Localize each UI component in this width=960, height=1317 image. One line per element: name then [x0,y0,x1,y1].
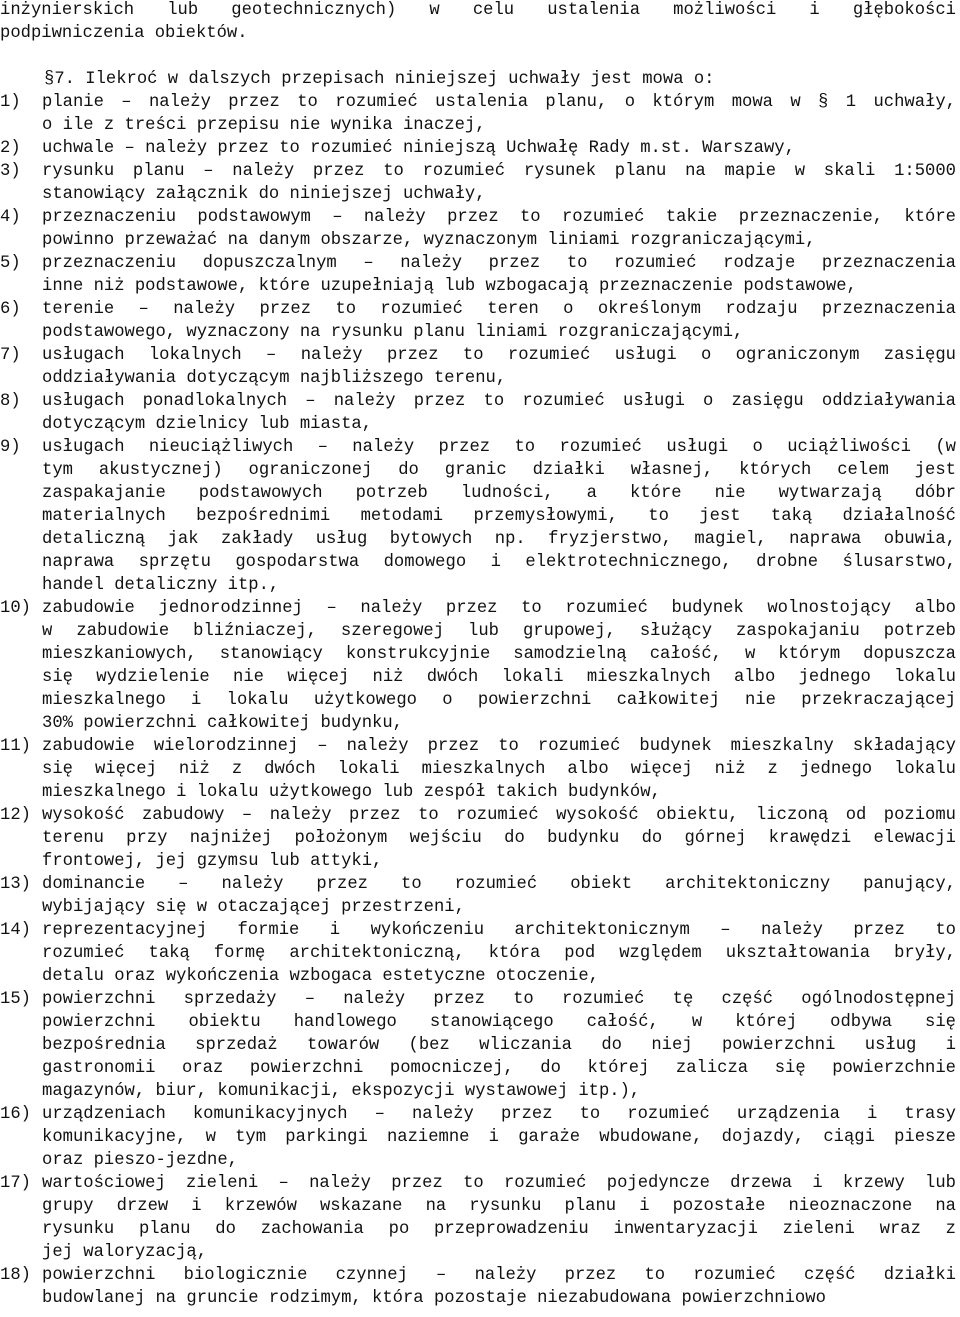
list-item [0,919,956,988]
item-text-line: rysunku planu do zachowania po przeprowadzeniu inwentaryzacji zieleni wraz z [42,1220,956,1239]
item-text-line: wybijający się w otaczającej przestrzeni, [42,898,465,917]
item-number: 1) [0,93,21,112]
item-text-line: podstawowego, wyznaczony na rysunku planu liniami rozgraniczającymi, [42,323,744,342]
item-number: 3) [0,162,21,181]
item-text-line: przeznaczeniu dopuszczalnym – należy przez to rozumieć rodzaje przeznaczenia [42,254,956,273]
list-item [0,160,956,206]
item-number: 11) [0,737,31,756]
section-label: §7. [44,70,75,89]
item-text [42,298,956,344]
item-text-line: rozumieć taką formę architektoniczną, która pod względem ukształtowania bryły, [42,944,956,963]
item-text [42,436,956,597]
item-text-line: w zabudowie bliźniaczej, szeregowej lub grupowej, służący zaspokajaniu potrzeb [42,622,956,641]
list-item [0,597,956,735]
list-item [0,206,956,252]
intro-line: inżynierskich lub geotechnicznych) w celu ustalenia możliwości i głębokości [0,1,956,20]
item-text-line: usługach nieuciążliwych – należy przez to rozumieć usługi o uciążliwości (w [42,438,956,457]
list-item [0,344,956,390]
list-item [0,91,956,137]
list-item [0,735,956,804]
definitions-list [0,91,960,1310]
intro-line: podpiwniczenia obiektów. [0,24,248,43]
item-number: 12) [0,806,31,825]
item-text-line: gastronomii oraz powierzchni pomocniczej, do której zalicza się powierzchnie [42,1059,956,1078]
intro-paragraph [0,0,956,45]
item-text [42,735,956,804]
item-number: 4) [0,208,21,227]
list-item [0,988,956,1103]
item-text-line: handel detaliczny itp., [42,576,280,595]
list-item [0,1172,956,1264]
item-number: 6) [0,300,21,319]
item-number: 5) [0,254,21,273]
item-number: 14) [0,921,31,940]
item-text-line: oraz pieszo-jezdne, [42,1151,238,1170]
item-text-line: stanowiący załącznik do niniejszej uchwały, [42,185,486,204]
item-text-line: przeznaczeniu podstawowym – należy przez to rozumieć takie przeznaczenie, które [42,208,956,227]
item-number: 2) [0,139,21,158]
item-text-line: magazynów, biur, komunikacji, ekspozycji wystawowej itp.), [42,1082,641,1101]
item-text-line: detaliczną jak zakłady usług bytowych np. fryzjerstwo, magiel, naprawa obuwia, [42,530,956,549]
item-text [42,137,956,160]
item-text-line: powierzchni obiektu handlowego stanowiącego całość, w której odbywa się [42,1013,956,1032]
item-text [42,160,956,206]
item-text-line: tym akustycznej) ograniczonej do granic działki własnej, których celem jest [42,461,956,480]
item-number: 16) [0,1105,31,1124]
item-text [42,919,956,988]
item-text-line: się wydzielenie nie więcej niż dwóch lokali mieszkalnych albo jednego lokalu [42,668,956,687]
item-text-line: budowlanej na gruncie rodzimym, która pozostaje niezabudowana powierzchniowo [42,1289,826,1308]
list-item [0,1264,956,1310]
item-text-line: się więcej niż z dwóch lokali mieszkalnych albo więcej niż z jednego lokalu [42,760,956,779]
list-item [0,804,956,873]
item-text-line: zabudowie wielorodzinnej – należy przez to rozumieć budynek mieszkalny składający [42,737,956,756]
item-text-line: zabudowie jednorodzinnej – należy przez to rozumieć budynek wolnostojący albo [42,599,956,618]
section-text: Ilekroć w dalszych przepisach niniejszej uchwały jest mowa o: [85,70,715,89]
item-text-line: komunikacyjne, w tym parkingi naziemne i garaże wbudowane, dojazdy, ciągi piesze [42,1128,956,1147]
item-text-line: uchwale – należy przez to rozumieć niniejszą Uchwałę Rady m.st. Warszawy, [42,139,795,158]
item-text-line: powierzchni sprzedaży – należy przez to rozumieć tę część ogólnodostępnej [42,990,956,1009]
item-text [42,1172,956,1264]
list-item [0,252,956,298]
item-text-line: usługach lokalnych – należy przez to rozumieć usługi o ograniczonym zasięgu [42,346,956,365]
item-text-line: inne niż podstawowe, które uzupełniają lub wzbogacają przeznaczenie podstawowe, [42,277,857,296]
list-item [0,873,956,919]
item-text [42,390,956,436]
item-text-line: o ile z treści przepisu nie wynika inaczej, [42,116,486,135]
list-item [0,298,956,344]
item-text [42,252,956,298]
item-text-line: powierzchni biologicznie czynnej – należy przez to rozumieć część działki [42,1266,956,1285]
list-item [0,436,956,597]
item-text-line: dominancie – należy przez to rozumieć obiekt architektoniczny panujący, [42,875,956,894]
list-item [0,137,956,160]
item-text-line: detalu oraz wykończenia wzbogaca estetyczne otoczenie, [42,967,599,986]
item-text-line: bezpośrednia sprzedaż towarów (bez wliczania do niej powierzchni usług i [42,1036,956,1055]
item-text-line: mieszkalnego i lokalu użytkowego lub zespół takich budynków, [42,783,661,802]
item-number: 15) [0,990,31,1009]
item-text-line: frontowej, jej gzymsu lub attyki, [42,852,383,871]
item-text-line: grupy drzew i krzewów wskazane na rysunku planu i pozostałe nieoznaczone na [42,1197,956,1216]
item-text-line: 30% powierzchni całkowitej budynku, [42,714,403,733]
item-number: 13) [0,875,31,894]
list-item [0,390,956,436]
item-text-line: terenu przy najniżej położonym wejściu do budynku do górnej krawędzi elewacji [42,829,956,848]
item-text-line: planie – należy przez to rozumieć ustalenia planu, o którym mowa w § 1 uchwały, [42,93,956,112]
item-text-line: urządzeniach komunikacyjnych – należy przez to rozumieć urządzenia i trasy [42,1105,956,1124]
item-text-line: jej waloryzacją, [42,1243,208,1262]
item-text-line: mieszkalnego i lokalu użytkowego o powierzchni całkowitej nie przekraczającej [42,691,956,710]
item-number: 7) [0,346,21,365]
item-text [42,1103,956,1172]
item-text-line: mieszkaniowych, stanowiący konstrukcyjnie samodzielną całość, w którym dopuszcza [42,645,956,664]
item-text-line: zaspakajanie podstawowych potrzeb ludności, a które nie wytwarzają dóbr [42,484,956,503]
item-text [42,597,956,735]
list-item [0,1103,956,1172]
item-number: 10) [0,599,31,618]
item-text [42,988,956,1103]
item-text [42,873,956,919]
item-number: 18) [0,1266,31,1285]
item-text-line: reprezentacyjnej formie i wykończeniu architektonicznym – należy przez to [42,921,956,940]
item-text-line: dotyczącym dzielnicy lub miasta, [42,415,373,434]
item-number: 8) [0,392,21,411]
item-text-line: naprawa sprzętu gospodarstwa domowego i elektrotechnicznego, drobne ślusarstwo, [42,553,956,572]
item-text-line: oddziaływania dotyczącym najbliższego terenu, [42,369,507,388]
section-heading [0,68,960,91]
item-text-line: materialnych bezpośrednimi metodami przemysłowymi, to jest taką działalność [42,507,956,526]
item-text-line: powinno przeważać na danym obszarze, wyznaczonym liniami rozgraniczającymi, [42,231,816,250]
item-text [42,91,956,137]
item-text [42,344,956,390]
item-text [42,1264,956,1310]
item-text-line: rysunku planu – należy przez to rozumieć rysunek planu na mapie w skali 1:5000 [42,162,956,181]
item-text-line: usługach ponadlokalnych – należy przez to rozumieć usługi o zasięgu oddziaływania [42,392,956,411]
item-text-line: terenie – należy przez to rozumieć teren o określonym rodzaju przeznaczenia [42,300,956,319]
item-text-line: wartościowej zieleni – należy przez to rozumieć pojedyncze drzewa i krzewy lub [42,1174,956,1193]
item-text-line: wysokość zabudowy – należy przez to rozumieć wysokość obiektu, liczoną od poziomu [42,806,956,825]
item-text [42,206,956,252]
item-number: 17) [0,1174,31,1193]
item-text [42,804,956,873]
item-number: 9) [0,438,21,457]
